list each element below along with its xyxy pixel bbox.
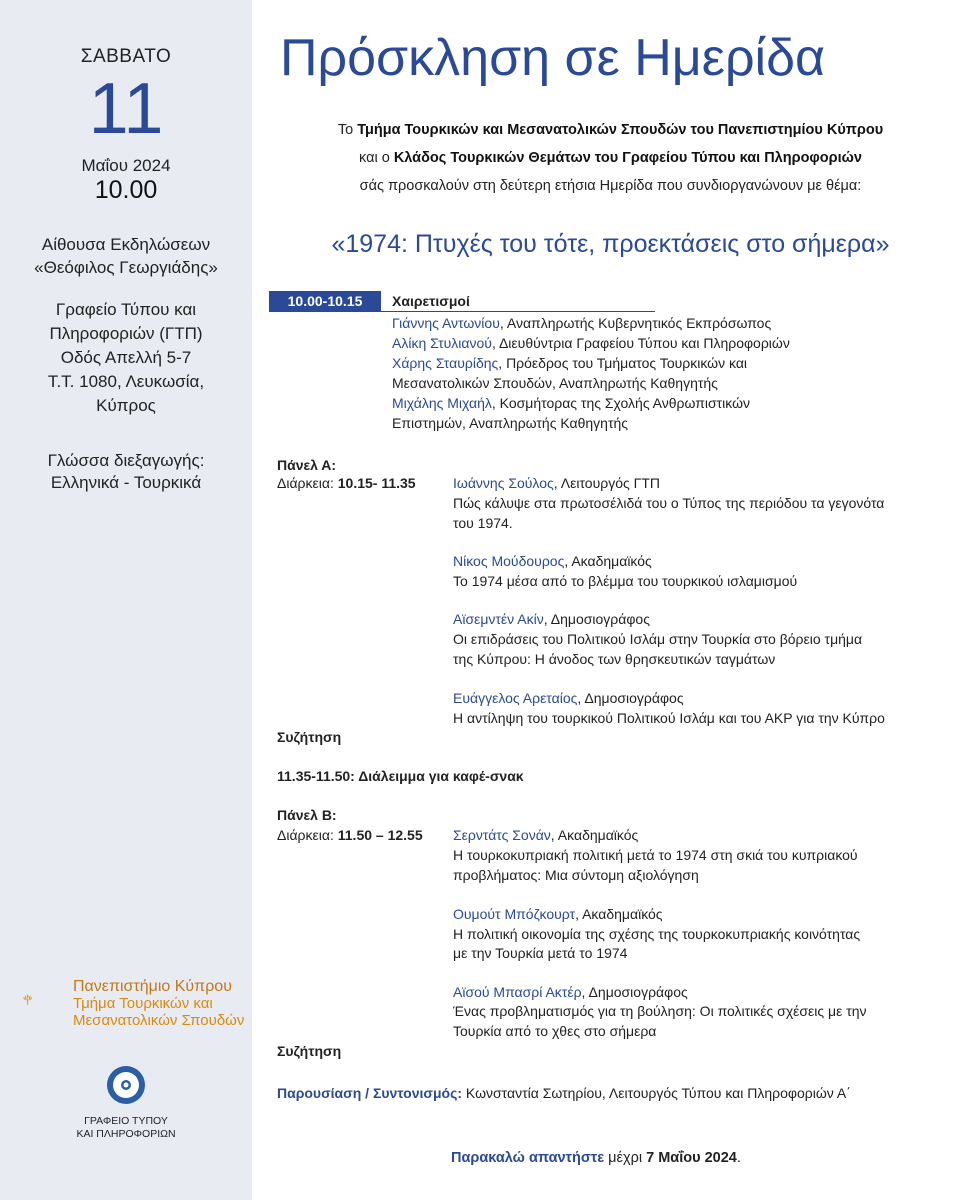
welcome-speaker: [392, 393, 750, 413]
speaker-role: , Δημοσιογράφος: [577, 690, 684, 706]
event-theme: «1974: Πτυχές του τότε, προεκτάσεις στο σήμερα»: [331, 230, 890, 258]
talk-title: του 1974.: [453, 515, 513, 531]
university-logo-text: [73, 978, 244, 1029]
talk-title: με την Τουρκία μετά το 1974: [453, 945, 628, 961]
speaker-name: Αϊσεμντέν Ακίν: [453, 611, 544, 627]
speaker-name: Αλίκη Στυλιανού: [392, 335, 492, 351]
rsvp-label: Παρακαλώ απαντήστε: [451, 1150, 605, 1166]
intro-line-1: [252, 118, 969, 142]
speaker-name: Χάρης Σταυρίδης: [392, 355, 499, 371]
talk-title: της Κύπρου: Η άνοδος των θρησκευτικών ταγμάτων: [453, 651, 776, 667]
address-line: Γραφείο Τύπου και: [55, 300, 197, 319]
language-value: Ελληνικά - Τουρκικά: [50, 473, 202, 492]
panel-b-talk: [453, 825, 638, 845]
event-venue: [0, 233, 252, 279]
department-name-line: Τμήμα Τουρκικών και: [73, 995, 213, 1012]
speaker-role-continued: Μεσανατολικών Σπουδών, Αναπληρωτής Καθηγητής: [392, 375, 718, 391]
panel-a-discussion: Συζήτηση: [277, 729, 342, 745]
rsvp-end: .: [736, 1150, 741, 1166]
speaker-role: , Δημοσιογράφος: [543, 611, 650, 627]
intro-text: Το: [337, 122, 358, 138]
speaker-name: Ευάγγελος Αρεταίος: [453, 690, 578, 706]
department-name-line: Μεσανατολικών Σπουδών: [73, 1012, 245, 1029]
event-address: [0, 298, 252, 418]
gtp-logo: [0, 1064, 252, 1141]
welcome-heading: Χαιρετισμοί: [392, 293, 470, 309]
event-month-year: Μαΐου 2024: [81, 156, 171, 175]
panel-a-duration: [277, 473, 416, 493]
address-line: Πληροφοριών (ΓΤΠ): [49, 324, 203, 343]
speaker-role: , Ακαδημαϊκός: [564, 553, 652, 569]
panel-b-talk: [453, 904, 663, 924]
moderation-label: Παρουσίαση / Συντονισμός:: [277, 1085, 463, 1101]
panel-b-label: Πάνελ Β:: [277, 807, 337, 823]
gtp-logo-line: ΓΡΑΦΕΙΟ ΤΥΠΟΥ: [84, 1115, 168, 1127]
talk-title: Τουρκία από το χθες στο σήμερα: [453, 1023, 657, 1039]
speaker-name: Νίκος Μούδουρος: [453, 553, 565, 569]
moderation-line: [277, 1083, 851, 1103]
address-line: Τ.Τ. 1080, Λευκωσία,: [47, 372, 205, 391]
speaker-role: , Ακαδημαϊκός: [550, 827, 639, 843]
intro-line-3: σάς προσκαλούν στη δεύτερη ετήσια Ημερίδα που συνδιοργανώνουν με θέμα:: [359, 178, 862, 194]
invitation-main: [252, 0, 969, 1200]
panel-a-talk: [453, 688, 684, 708]
university-name: Πανεπιστήμιο Κύπρου: [73, 978, 232, 995]
panel-b-discussion: Συζήτηση: [277, 1043, 342, 1059]
speaker-name: Αϊσού Μπασρί Ακτέρ: [453, 984, 582, 1000]
speaker-role: , Ακαδημαϊκός: [575, 906, 663, 922]
welcome-time-badge: 10.00-10.15: [269, 291, 381, 312]
duration-value: 11.50 – 12.55: [337, 827, 423, 843]
speaker-role: , Δημοσιογράφος: [581, 984, 688, 1000]
duration-label: Διάρκεια:: [277, 475, 338, 491]
gtp-logo-line: ΚΑΙ ΠΛΗΡΟΦΟΡΙΩΝ: [76, 1128, 176, 1140]
speaker-name: Σερντάτς Σονάν: [453, 827, 551, 843]
moderation-value: Κωνσταντία Σωτηρίου, Λειτουργός Τύπου και Πληροφοριών Α΄: [462, 1085, 851, 1101]
duration-value: 10.15- 11.35: [337, 475, 416, 491]
panel-b-talk: [453, 982, 688, 1002]
venue-line: Αίθουσα Εκδηλώσεων: [41, 235, 211, 254]
talk-title: Η αντίληψη του τουρκικού Πολιτικού Ισλάμ και του ΑΚΡ για την Κύπρο: [453, 710, 885, 726]
welcome-speaker: [392, 313, 771, 333]
address-line: Κύπρος: [96, 396, 156, 415]
intro-line-2: [252, 146, 969, 170]
talk-title: Η τουρκοκυπριακή πολιτική μετά το 1974 στη σκιά του κυπριακού: [453, 847, 858, 863]
page-title: Πρόσκληση σε Ημερίδα: [280, 29, 826, 87]
event-language: [0, 450, 252, 494]
gtp-emblem-icon: [105, 1064, 147, 1106]
coffee-break: 11.35-11.50: Διάλειμμα για καφέ-σνακ: [277, 768, 524, 784]
event-day: ΣΑΒΒΑΤΟ: [80, 46, 172, 67]
speaker-name: Γιάννης Αντωνίου: [392, 315, 500, 331]
venue-line: «Θεόφιλος Γεωργιάδης»: [34, 258, 218, 277]
speaker-role: , Λειτουργός ΓΤΠ: [553, 475, 661, 491]
university-tree-icon: [22, 970, 72, 1030]
welcome-divider: [269, 311, 655, 312]
rsvp-date: 7 Μαΐου 2024: [646, 1150, 737, 1166]
speaker-name: Ουμούτ Μπόζκουρτ: [453, 906, 576, 922]
talk-title: Οι επιδράσεις του Πολιτικού Ισλάμ στην Τουρκία στο βόρειο τμήμα: [453, 631, 863, 647]
talk-title: Η πολιτική οικονομία της σχέσης της τουρκοκυπριακής κοινότητας: [453, 926, 861, 942]
panel-a-talk: [453, 473, 660, 493]
intro-organizer: Κλάδος Τουρκικών Θεμάτων του Γραφείου Τύπου και Πληροφοριών: [393, 150, 862, 166]
event-date-number: 11: [88, 69, 164, 149]
rsvp-line: [451, 1148, 741, 1168]
panel-a-talk: [453, 609, 650, 629]
rsvp-text: μέχρι: [604, 1150, 647, 1166]
event-time: 10.00: [94, 176, 158, 204]
talk-title: προβλήματος: Μια σύντομη αξιολόγηση: [453, 867, 699, 883]
intro-organizer: Τμήμα Τουρκικών και Μεσανατολικών Σπουδών του Πανεπιστημίου Κύπρου: [357, 122, 884, 138]
speaker-role: , Πρόεδρος του Τμήματος Τουρκικών και: [498, 355, 748, 371]
panel-b-duration: [277, 825, 423, 845]
speaker-role: , Αναπληρωτής Κυβερνητικός Εκπρόσωπος: [499, 315, 772, 331]
panel-a-talk: [453, 551, 652, 571]
panel-a-label: Πάνελ Α:: [277, 457, 337, 473]
address-line: Οδός Απελλή 5-7: [60, 348, 192, 367]
speaker-role: , Κοσμήτορας της Σχολής Ανθρωπιστικών: [491, 395, 751, 411]
intro-text: και ο: [359, 150, 394, 166]
speaker-name: Μιχάλης Μιχαήλ: [392, 395, 492, 411]
welcome-speaker: [392, 353, 747, 373]
welcome-speaker: [392, 333, 790, 353]
speaker-role: , Διευθύντρια Γραφείου Τύπου και Πληροφοριών: [491, 335, 790, 351]
talk-title: Πώς κάλυψε στα πρωτοσέλιδά του ο Τύπος της περιόδου τα γεγονότα: [453, 495, 885, 511]
speaker-name: Ιωάννης Σούλος: [453, 475, 554, 491]
language-label: Γλώσσα διεξαγωγής:: [47, 451, 205, 470]
speaker-role-continued: Επιστημών, Αναπληρωτής Καθηγητής: [392, 415, 629, 431]
talk-title: Ένας προβληματισμός για τη βούληση: Οι πολιτικές σχέσεις με την: [453, 1003, 867, 1019]
duration-label: Διάρκεια:: [277, 827, 338, 843]
info-sidebar: [0, 0, 252, 1200]
talk-title: Το 1974 μέσα από το βλέμμα του τουρκικού ισλαμισμού: [453, 573, 798, 589]
